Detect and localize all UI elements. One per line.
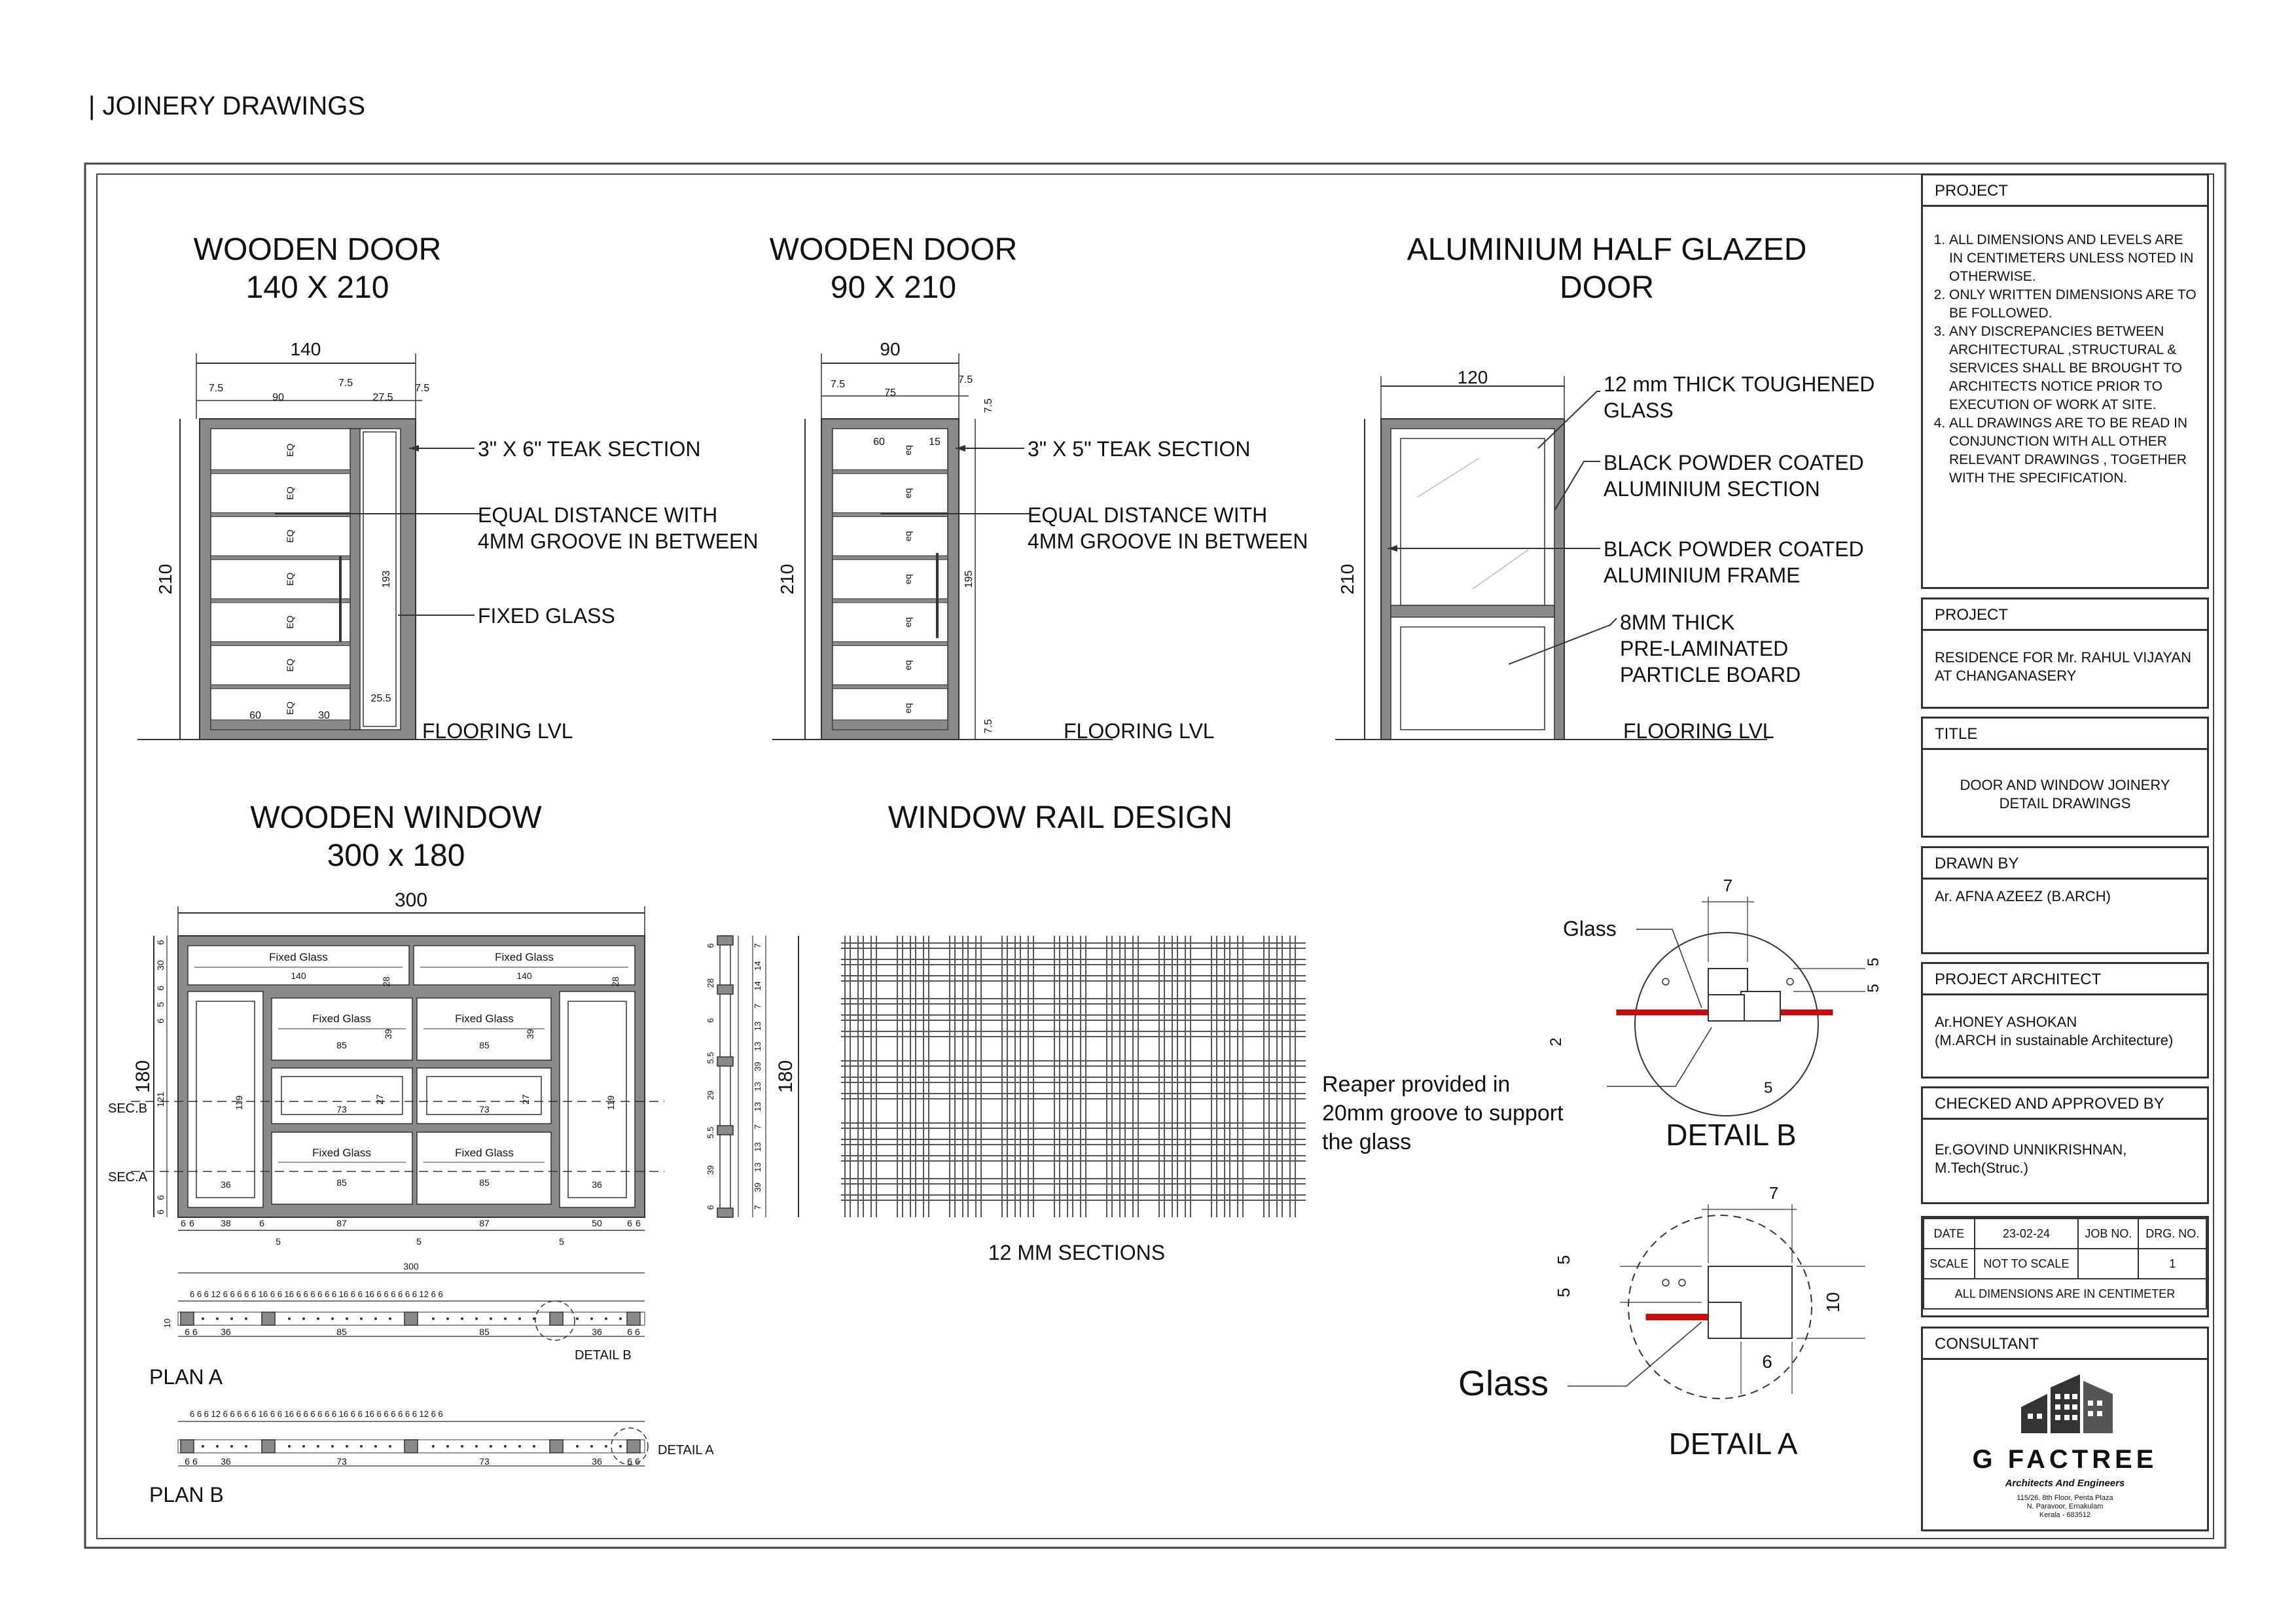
door3-dim-width: 120 — [1457, 367, 1488, 387]
detail-a-dim-l2: 5 — [1554, 1287, 1573, 1298]
window-dim-5b: 5 — [416, 1236, 422, 1247]
plan-glass-dot — [490, 1317, 492, 1320]
door1-dim-b1: 30 — [318, 710, 330, 721]
plan-glass-dot — [374, 1317, 377, 1320]
plan-post — [181, 1312, 194, 1325]
project-notes-body — [1935, 231, 2200, 488]
plan-glass-dot — [490, 1445, 492, 1448]
window-dim-b1: 6 — [189, 1218, 194, 1228]
plan-glass-dot — [576, 1445, 579, 1448]
window-dim-l7: 6 — [155, 1209, 166, 1215]
window-dim-b7: 6 — [627, 1218, 632, 1228]
door2-dim-side-bottom: 7.5 — [983, 719, 994, 734]
rail-caption: 12 MM SECTIONS — [988, 1241, 1166, 1264]
window-dim-width: 300 — [394, 889, 428, 911]
door2-dim-i0: 60 — [873, 437, 885, 448]
plan-a-b5: 6 6 — [627, 1327, 640, 1337]
firm-address-2: N. Paravoor, Ernakulam — [2026, 1503, 2104, 1510]
window-dim-l1: 30 — [155, 960, 166, 971]
window-vertical-section — [706, 936, 798, 1217]
door2-rail — [833, 470, 948, 474]
detail-b-title: DETAIL B — [1666, 1118, 1797, 1152]
plan-b — [149, 1409, 714, 1507]
plan-glass-dot — [346, 1445, 348, 1448]
plan-glass-dot — [475, 1317, 478, 1320]
scale-value: NOT TO SCALE — [1975, 1249, 2079, 1279]
window-dim-73a: 73 — [336, 1104, 347, 1115]
door2-dim-t0: 7.5 — [830, 379, 846, 390]
window-dim-b4: 87 — [336, 1218, 347, 1228]
door2-eq-label: eq — [903, 531, 913, 542]
plan-post — [262, 1440, 275, 1453]
window-dim-b6: 50 — [592, 1218, 602, 1228]
door2-note-equal: EQUAL DISTANCE WITH — [1028, 503, 1268, 527]
door2-eq-label: eq — [903, 574, 913, 584]
consultant-box — [1921, 1327, 2209, 1531]
plan-glass-dot — [504, 1317, 507, 1320]
section-dim-left: 6 — [706, 1205, 715, 1210]
detail-a-title: DETAIL A — [1668, 1427, 1798, 1461]
window-dim-h39b: 39 — [525, 1029, 535, 1039]
door1-rail — [211, 470, 350, 474]
section-dim-right: 39 — [753, 1061, 762, 1071]
detail-a-glass-label: Glass — [1458, 1364, 1549, 1403]
door2-rail — [833, 685, 948, 688]
project-notes-box — [1921, 173, 2209, 589]
door3-note-section: BLACK POWDER COATED — [1604, 451, 1864, 474]
plan-glass-dot — [461, 1445, 463, 1448]
plan-post — [404, 1440, 418, 1453]
plan-a-label: PLAN A — [149, 1365, 223, 1389]
door2-rail — [833, 556, 948, 560]
info-table — [1923, 1218, 2207, 1310]
window-dim-119b: 119 — [605, 1095, 616, 1111]
window-fixed-glass-6: Fixed Glass — [455, 1147, 514, 1159]
section-dim-left: 39 — [706, 1165, 715, 1175]
door1-dim-t0: 7.5 — [208, 383, 224, 394]
plan-b-detail-ref: DETAIL A — [658, 1443, 714, 1457]
plan-glass-dot — [518, 1445, 521, 1448]
plan-glass-dot — [432, 1445, 435, 1448]
door1-dim-t4: 7.5 — [414, 383, 430, 394]
plan-glass-dot — [605, 1317, 607, 1320]
window-fixed-glass-1: Fixed Glass — [269, 951, 328, 963]
door1-dim-t1: 90 — [272, 392, 284, 403]
date-label: DATE — [1924, 1219, 1975, 1249]
firm-address — [1923, 1494, 2207, 1520]
section-dim-left: 6 — [706, 943, 715, 948]
plan-a-top-dims: 6 6 6 12 6 6 6 6 6 16 6 6 16 6 6 6 6 6 6 16 6 6 16 6 6 6 6 6 6 12 6 6 — [190, 1289, 443, 1299]
section-dim-right: 7 — [753, 943, 762, 948]
plan-glass-dot — [619, 1445, 622, 1448]
door2-eq-label: eq — [903, 445, 913, 455]
drg-value: 1 — [2138, 1249, 2206, 1279]
window-dim-85c: 85 — [336, 1177, 347, 1188]
note-3: 3. ANY DISCREPANCIES BETWEEN ARCHITECTURAL ,STRUCTURAL & SERVICES SHALL BE BROUGHT TO ARCHITECTS NOTICE PRIOR TO EXECUTION OF WORK AT SITE. — [1949, 323, 2200, 414]
plan-glass-dot — [504, 1445, 507, 1448]
door1-dim-height: 210 — [155, 563, 175, 595]
door2-dim-height: 210 — [777, 563, 797, 595]
checked-header: CHECKED AND APPROVED BY — [1923, 1088, 2207, 1120]
window-dim-h39a: 39 — [383, 1029, 393, 1039]
section-dim-right: 13 — [753, 1101, 762, 1112]
plan-a — [149, 1261, 645, 1389]
plan-post — [262, 1312, 275, 1325]
date-value: 23-02-24 — [1975, 1219, 2079, 1249]
plan-post — [550, 1312, 563, 1325]
window-dim-140a: 140 — [291, 971, 306, 981]
drawn-by-header: DRAWN BY — [1923, 848, 2207, 880]
aluminium-door — [1335, 232, 1874, 743]
window-dim-5c: 5 — [559, 1236, 564, 1247]
detail-a-dim-l1: 5 — [1554, 1255, 1573, 1265]
door1-dim-t3: 27.5 — [372, 392, 393, 403]
plan-b-b3: 73 — [479, 1456, 490, 1467]
section-dim-right: 13 — [753, 1082, 762, 1092]
plan-glass-dot — [230, 1317, 233, 1320]
window-fixed-glass-3: Fixed Glass — [312, 1012, 371, 1025]
firm-logo-icon — [2015, 1368, 2119, 1440]
door3-floor-label: FLOORING LVL — [1623, 719, 1774, 743]
detail-a-dim-b: 6 — [1762, 1351, 1772, 1372]
door2-note-section: 3" X 5" TEAK SECTION — [1028, 437, 1251, 461]
window-dim-h28b: 28 — [610, 976, 620, 987]
door3-note-section2: ALUMINIUM SECTION — [1604, 477, 1820, 501]
door3-dim-height: 210 — [1337, 563, 1357, 595]
door1-dim-b2: 25.5 — [370, 693, 391, 704]
detail-b — [1547, 876, 1882, 1152]
window-sec-a: SEC.A — [108, 1170, 148, 1185]
door2-dim-t1: 75 — [884, 387, 896, 399]
window-dim-b5: 87 — [479, 1218, 490, 1228]
detail-b-dim-b: 5 — [1764, 1079, 1773, 1097]
window-dim-b3: 6 — [259, 1218, 264, 1228]
drawn-by-value: Ar. AFNA AZEEZ (B.ARCH) — [1935, 888, 2111, 904]
plan-a-total: 300 — [403, 1261, 419, 1272]
reaper-note-line1: Reaper provided in — [1322, 1072, 1511, 1097]
section-dim-right: 39 — [753, 1182, 762, 1192]
plan-post — [404, 1312, 418, 1325]
plan-glass-dot — [288, 1445, 291, 1448]
plan-a-b2: 85 — [336, 1327, 347, 1337]
door1-floor-label: FLOORING LVL — [422, 719, 573, 743]
architect-name: Ar.HONEY ASHOKAN — [1935, 1014, 2077, 1030]
title-header: TITLE — [1923, 719, 2207, 750]
door3-note-glass: 12 mm THICK TOUGHENED — [1604, 372, 1875, 396]
plan-glass-dot — [432, 1317, 435, 1320]
plan-glass-dot — [202, 1317, 204, 1320]
plan-glass-dot — [360, 1317, 363, 1320]
door1-note-groove: 4MM GROOVE IN BETWEEN — [478, 529, 759, 553]
plan-glass-dot — [245, 1445, 247, 1448]
plan-glass-dot — [302, 1445, 305, 1448]
plan-b-b1: 36 — [221, 1456, 231, 1467]
plan-b-label: PLAN B — [149, 1483, 224, 1507]
section-dim-left: 5.5 — [706, 1126, 715, 1139]
job-label: JOB NO. — [2078, 1219, 2138, 1249]
door1-dim-t2: 7.5 — [338, 378, 353, 389]
window-dim-l2: 6 — [155, 986, 166, 991]
window-dim-140b: 140 — [516, 971, 532, 981]
section-dim-left: 6 — [706, 1018, 715, 1023]
plan-glass-dot — [216, 1317, 219, 1320]
door1-eq-label: EQ — [285, 658, 295, 672]
window-sec-b: SEC.B — [108, 1101, 148, 1116]
door1-rail — [211, 599, 350, 603]
reaper-note-line3: the glass — [1322, 1130, 1412, 1154]
firm-name: G FACTREE — [1972, 1445, 2158, 1474]
door3-note-board: 8MM THICK — [1620, 611, 1735, 634]
plan-glass-dot — [317, 1317, 319, 1320]
door2-rail — [833, 642, 948, 646]
door1-eq-label: EQ — [285, 702, 295, 715]
title-value: DOOR AND WINDOW JOINERY DETAIL DRAWINGS — [1960, 777, 2170, 812]
door1-note-equal: EQUAL DISTANCE WITH — [478, 503, 718, 527]
door2-note-groove: 4MM GROOVE IN BETWEEN — [1028, 529, 1308, 553]
door2-size: 90 X 210 — [830, 270, 957, 305]
title-box — [1921, 717, 2209, 838]
plan-glass-dot — [619, 1317, 622, 1320]
window-dim-height: 180 — [132, 1060, 154, 1094]
checked-name: Er.GOVIND UNNIKRISHNAN, — [1935, 1141, 2127, 1158]
door1-eq-label: EQ — [285, 529, 295, 543]
door3-title: ALUMINIUM HALF GLAZED — [1407, 232, 1807, 267]
firm-address-1: 115/26, 8th Floor, Penta Plaza — [2017, 1494, 2113, 1502]
door2-dim-inner: 195 — [963, 570, 975, 588]
door2-floor-label: FLOORING LVL — [1064, 719, 1215, 743]
window-dim-l5: 121 — [155, 1092, 166, 1107]
window-dim-h27a: 27 — [374, 1094, 385, 1105]
plan-post — [550, 1440, 563, 1453]
section-dim-right: 13 — [753, 1021, 762, 1031]
job-value — [2078, 1249, 2138, 1279]
door2-eq-label: eq — [903, 703, 913, 713]
project-name: RESIDENCE FOR Mr. RAHUL VIJAYAN AT CHANGANASERY — [1935, 649, 2191, 684]
window-dim-85b: 85 — [479, 1040, 490, 1050]
window-title: WOODEN WINDOW — [250, 800, 542, 835]
section-dim-height: 180 — [775, 1060, 797, 1094]
door3-note-frame: BLACK POWDER COATED — [1604, 537, 1864, 561]
firm-address-3: Kerala - 683512 — [2039, 1511, 2091, 1519]
plan-b-b2: 73 — [336, 1456, 347, 1467]
door3-note-frame2: ALUMINIUM FRAME — [1604, 563, 1801, 587]
door1-eq-label: EQ — [285, 486, 295, 500]
plan-glass-dot — [590, 1445, 593, 1448]
section-dim-right: 14 — [753, 961, 762, 971]
plan-a-detail-ref: DETAIL B — [575, 1348, 632, 1363]
section-dim-right: 7 — [753, 1205, 762, 1210]
door1-dim-b0: 60 — [249, 710, 261, 721]
consultant-header: CONSULTANT — [1923, 1329, 2207, 1360]
detail-b-glass-label: Glass — [1563, 917, 1617, 940]
door1-rail — [211, 685, 350, 688]
door1-eq-label: EQ — [285, 615, 295, 629]
door1-dim-inner: 193 — [381, 570, 392, 588]
plan-glass-dot — [389, 1317, 391, 1320]
section-dim-left: 28 — [706, 978, 715, 988]
detail-b-dim-top: 7 — [1723, 876, 1733, 895]
door3-note-board3: PARTICLE BOARD — [1620, 663, 1801, 687]
plan-glass-dot — [461, 1317, 463, 1320]
door1-eq-label: EQ — [285, 572, 295, 586]
window-fixed-glass-4: Fixed Glass — [455, 1012, 514, 1025]
window-dim-b0: 6 — [181, 1218, 186, 1228]
note-4: 4. ALL DRAWINGS ARE TO BE READ IN CONJUNCTION WITH ALL OTHER RELEVANT DRAWINGS , TOGETHER WITH THE SPECIFICATION. — [1949, 414, 2200, 488]
door2-title: WOODEN DOOR — [769, 232, 1018, 267]
architect-header: PROJECT ARCHITECT — [1923, 964, 2207, 995]
door2-dim-side-top: 7.5 — [983, 398, 994, 414]
project-header: PROJECT — [1923, 599, 2207, 631]
section-dim-right: 14 — [753, 981, 762, 991]
window-dim-b8: 6 — [636, 1218, 641, 1228]
page-heading: | JOINERY DRAWINGS — [88, 92, 366, 120]
scale-label: SCALE — [1924, 1249, 1975, 1279]
door1-eq-label: EQ — [285, 443, 295, 457]
plan-a-b3: 85 — [479, 1327, 490, 1337]
architect-box — [1921, 962, 2209, 1079]
window-dim-119a: 119 — [234, 1095, 244, 1111]
reaper-note — [1322, 1072, 1564, 1154]
wooden-door-140 — [137, 232, 758, 743]
door2-rail — [833, 599, 948, 603]
door2-eq-label: eq — [903, 488, 913, 499]
door2-bottom-rail — [833, 720, 948, 730]
plan-a-side-dim: 10 — [162, 1318, 172, 1329]
plan-glass-dot — [446, 1445, 449, 1448]
window-fixed-glass-2: Fixed Glass — [495, 951, 554, 963]
door1-note-glass: FIXED GLASS — [478, 604, 615, 628]
checked-qualification: M.Tech(Struc.) — [1935, 1160, 2029, 1176]
project-notes-header: PROJECT — [1923, 175, 2207, 207]
window-dim-l4: 6 — [155, 1018, 166, 1024]
plan-glass-dot — [230, 1445, 233, 1448]
wooden-window — [108, 800, 664, 1247]
window-dim-l6: 6 — [155, 1195, 166, 1200]
plan-b-b5: 6 6 — [627, 1456, 640, 1467]
plan-a-b1: 36 — [221, 1327, 231, 1337]
window-dim-5a: 5 — [276, 1236, 281, 1247]
plan-glass-dot — [518, 1317, 521, 1320]
plan-glass-dot — [202, 1445, 204, 1448]
detail-a-dim-top: 7 — [1768, 1183, 1779, 1203]
window-dim-36a: 36 — [221, 1179, 231, 1190]
plan-glass-dot — [389, 1445, 391, 1448]
window-dim-l0: 6 — [155, 940, 166, 945]
plan-glass-dot — [605, 1445, 607, 1448]
plan-glass-dot — [317, 1445, 319, 1448]
drg-label: DRG. NO. — [2138, 1219, 2206, 1249]
plan-glass-dot — [590, 1317, 593, 1320]
window-dim-73b: 73 — [479, 1104, 490, 1115]
section-dim-right: 7 — [753, 1003, 762, 1008]
door1-note-section: 3" X 6" TEAK SECTION — [478, 437, 701, 461]
plan-glass-dot — [446, 1317, 449, 1320]
window-dim-h28a: 28 — [381, 976, 391, 987]
plan-glass-dot — [576, 1317, 579, 1320]
reaper-note-line2: 20mm groove to support — [1322, 1101, 1564, 1126]
door3-title2: DOOR — [1560, 270, 1654, 305]
window-dim-h27b: 27 — [520, 1094, 531, 1105]
rail-title: WINDOW RAIL DESIGN — [888, 800, 1233, 835]
section-dim-left: 5.5 — [706, 1052, 715, 1064]
window-dim-b2: 38 — [221, 1218, 231, 1228]
project-box — [1921, 597, 2209, 709]
door2-dim-i1: 15 — [929, 437, 941, 448]
plan-post — [627, 1440, 640, 1453]
door3-note-glass2: GLASS — [1604, 399, 1674, 422]
window-dim-85a: 85 — [336, 1040, 347, 1050]
door1-dim-width: 140 — [290, 339, 321, 359]
door1-rail — [211, 642, 350, 646]
plan-glass-dot — [360, 1445, 363, 1448]
plan-a-b0: 6 6 — [185, 1327, 198, 1337]
section-dim-right: 13 — [753, 1041, 762, 1052]
drawn-by-box — [1921, 846, 2209, 954]
door2-dim-t2: 7.5 — [958, 374, 973, 385]
window-rail-design — [841, 800, 1306, 1264]
section-dim-right: 7 — [753, 1124, 762, 1130]
door1-size: 140 X 210 — [245, 270, 389, 305]
door2-eq-label: eq — [903, 660, 913, 671]
door2-dim-width: 90 — [880, 339, 901, 359]
plan-glass-dot — [245, 1317, 247, 1320]
plan-post — [181, 1440, 194, 1453]
info-box — [1921, 1216, 2209, 1317]
window-dim-85d: 85 — [479, 1177, 490, 1188]
window-fixed-glass-5: Fixed Glass — [312, 1147, 371, 1159]
plan-b-b4: 36 — [592, 1456, 602, 1467]
door1-title: WOODEN DOOR — [193, 232, 442, 267]
note-2: 2. ONLY WRITTEN DIMENSIONS ARE TO BE FOLLOWED. — [1949, 286, 2200, 323]
plan-glass-dot — [302, 1317, 305, 1320]
window-dim-36b: 36 — [592, 1179, 602, 1190]
architect-qualification: (M.ARCH in sustainable Architecture) — [1935, 1032, 2174, 1048]
plan-b-b0: 6 6 — [185, 1456, 198, 1467]
plan-glass-dot — [346, 1317, 348, 1320]
door1-rail — [211, 556, 350, 560]
door2-eq-label: eq — [903, 616, 913, 628]
plan-glass-dot — [374, 1445, 377, 1448]
door3-note-board2: PRE-LAMINATED — [1620, 637, 1789, 660]
section-dim-right: 13 — [753, 1162, 762, 1172]
plan-post — [627, 1312, 640, 1325]
wooden-door-90 — [770, 232, 1308, 743]
section-dim-left: 29 — [706, 1090, 715, 1100]
detail-b-dim-l: 2 — [1547, 1037, 1565, 1046]
plan-glass-dot — [475, 1445, 478, 1448]
plan-b-top-dims: 6 6 6 12 6 6 6 6 6 16 6 6 16 6 6 6 6 6 6 16 6 6 16 6 6 6 6 6 6 12 6 6 — [190, 1409, 443, 1419]
plan-a-b4: 36 — [592, 1327, 602, 1337]
dims-note: ALL DIMENSIONS ARE IN CENTIMETER — [1924, 1279, 2206, 1309]
detail-a — [1458, 1183, 1865, 1461]
detail-a-dim-r: 10 — [1823, 1292, 1843, 1313]
plan-glass-dot — [288, 1317, 291, 1320]
note-1: 1. ALL DIMENSIONS AND LEVELS ARE IN CENTIMETERS UNLESS NOTED IN OTHERWISE. — [1949, 231, 2200, 286]
section-dim-right: 13 — [753, 1142, 762, 1152]
checked-box — [1921, 1086, 2209, 1204]
window-size: 300 x 180 — [327, 838, 465, 873]
plan-glass-dot — [331, 1445, 334, 1448]
plan-glass-dot — [216, 1445, 219, 1448]
window-dim-l3: 5 — [155, 1002, 166, 1007]
firm-subtitle: Architects And Engineers — [2005, 1478, 2125, 1489]
detail-b-dim-r2: 5 — [1865, 984, 1882, 993]
plan-glass-dot — [331, 1317, 334, 1320]
detail-b-dim-r1: 5 — [1865, 957, 1882, 967]
door1-bottom-rail — [211, 720, 350, 730]
plan-glass-dot — [533, 1445, 535, 1448]
